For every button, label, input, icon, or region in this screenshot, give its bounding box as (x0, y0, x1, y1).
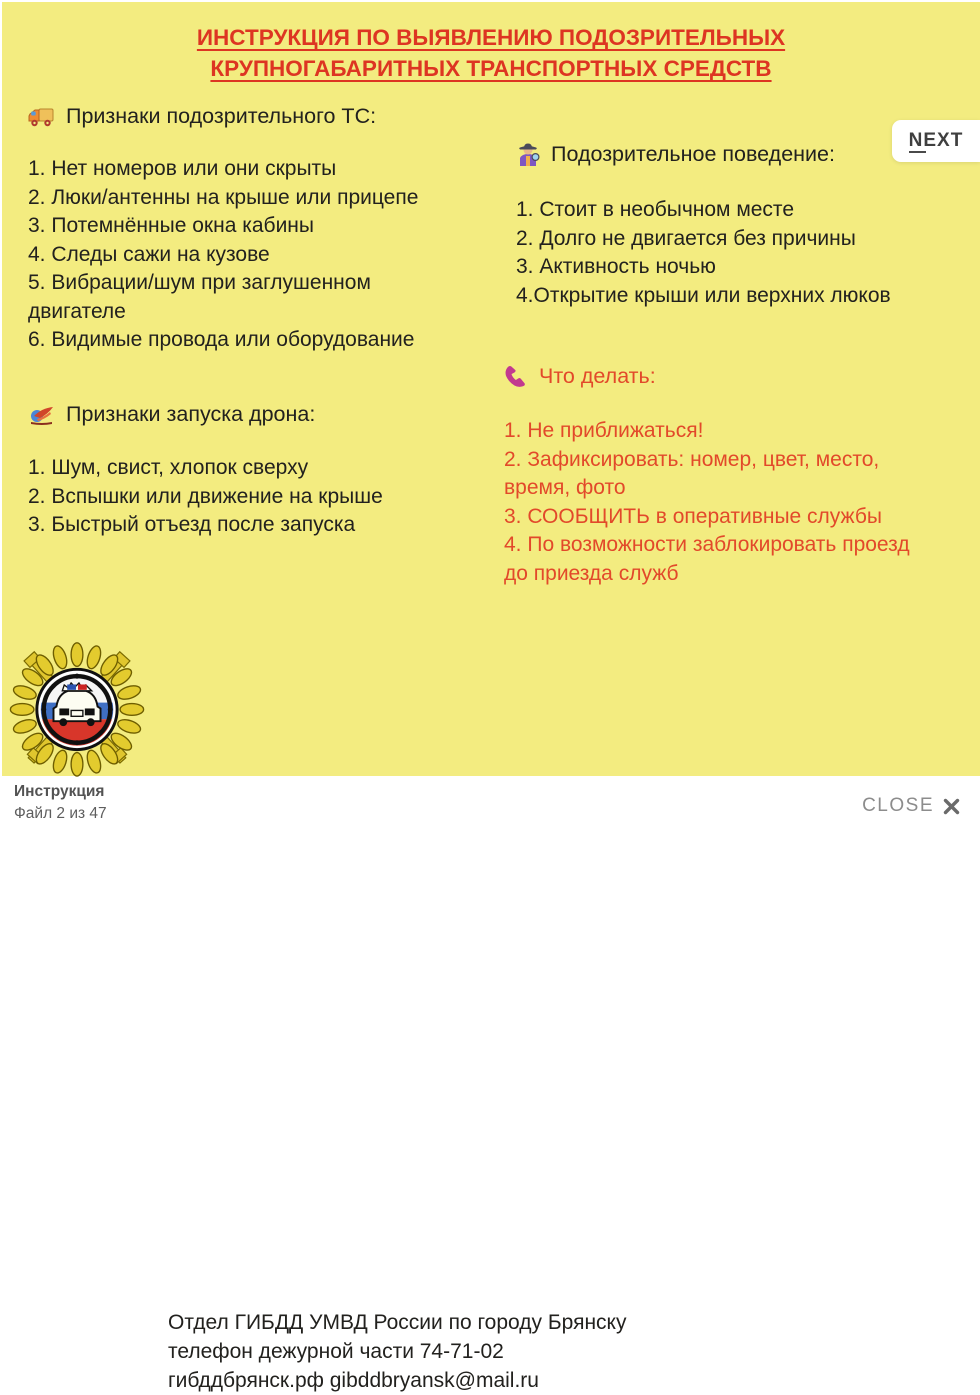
poster-title (2, 22, 980, 84)
section-suspicious-behavior-list (516, 196, 948, 310)
list-item: 2. Зафиксировать: номер, цвет, место, время, фото (504, 447, 880, 499)
list-item: 2. Вспышки или движение на крыше (28, 484, 383, 508)
list-item: 4.Открытие крыши или верхних люков (516, 283, 891, 307)
poster-title-line1: ИНСТРУКЦИЯ ПО ВЫЯВЛЕНИЮ ПОДОЗРИТЕЛЬНЫХ (196, 25, 786, 50)
file-caption (14, 783, 107, 823)
list-item: 3. СООБЩИТЬ в оперативные службы (504, 504, 882, 528)
list-item: 3. Быстрый отъезд после запуска (28, 513, 356, 536)
drone-launch-icon (28, 404, 55, 426)
section-suspicious-behavior (516, 141, 948, 310)
section-what-to-do-header (504, 364, 938, 389)
close-x-icon (943, 798, 960, 815)
section-drone-launch-list (28, 454, 448, 540)
gibdd-emblem-logo (12, 765, 142, 782)
section-what-to-do-list (504, 417, 938, 588)
footer-line-web-email: гибддбрянск.рф gibddbryansk@mail.ru (168, 1369, 539, 1392)
poster-title-line2: КРУПНОГАБАРИТНЫХ ТРАНСПОРТНЫХ СРЕДСТВ (210, 56, 772, 81)
close-button-label: CLOSE (862, 795, 934, 816)
section-suspicious-vehicle (28, 104, 433, 355)
section-suspicious-vehicle-list (28, 155, 433, 355)
list-item: 4. Следы сажи на кузове (28, 242, 270, 266)
close-button[interactable] (856, 794, 966, 818)
section-drone-launch (28, 402, 448, 540)
section-title: Признаки подозрительного ТС: (66, 104, 377, 128)
file-counter: Файл 2 из 47 (14, 805, 107, 822)
file-title: Инструкция (14, 783, 105, 800)
section-drone-launch-header (28, 402, 448, 427)
list-item: 4. По возможности заблокировать проезд до приезда служб (504, 533, 910, 585)
list-item: 2. Долго не двигается без причины (516, 226, 856, 250)
detective-icon (516, 141, 540, 167)
phone-icon (504, 365, 528, 389)
section-title: Что делать: (539, 364, 656, 388)
list-item: 1. Не приближаться! (504, 419, 704, 442)
list-item: 3. Активность ночью (516, 255, 716, 278)
footer-line-department: Отдел ГИБДД УМВД России по городу Брянску (168, 1311, 627, 1334)
list-item: 5. Вибрации/шум при заглушенном двигателе (28, 271, 371, 323)
footer-contacts (168, 1308, 626, 1395)
section-title: Признаки запуска дрона: (66, 402, 316, 426)
list-item: 1. Нет номеров или они скрыты (28, 157, 337, 180)
section-what-to-do (504, 364, 938, 588)
list-item: 6. Видимые провода или оборудование (28, 328, 415, 351)
list-item: 2. Люки/антенны на крыше или прицепе (28, 185, 419, 209)
list-item: 1. Стоит в необычном месте (516, 198, 794, 221)
section-suspicious-vehicle-header (28, 104, 433, 129)
truck-icon (28, 106, 55, 128)
section-title: Подозрительное поведение: (551, 141, 835, 166)
list-item: 3. Потемнённые окна кабины (28, 214, 314, 237)
section-suspicious-behavior-header (516, 141, 948, 167)
next-button[interactable]: NEXT (892, 120, 980, 162)
footer-line-phone: телефон дежурной части 74-71-02 (168, 1340, 504, 1363)
list-item: 1. Шум, свист, хлопок сверху (28, 456, 309, 479)
